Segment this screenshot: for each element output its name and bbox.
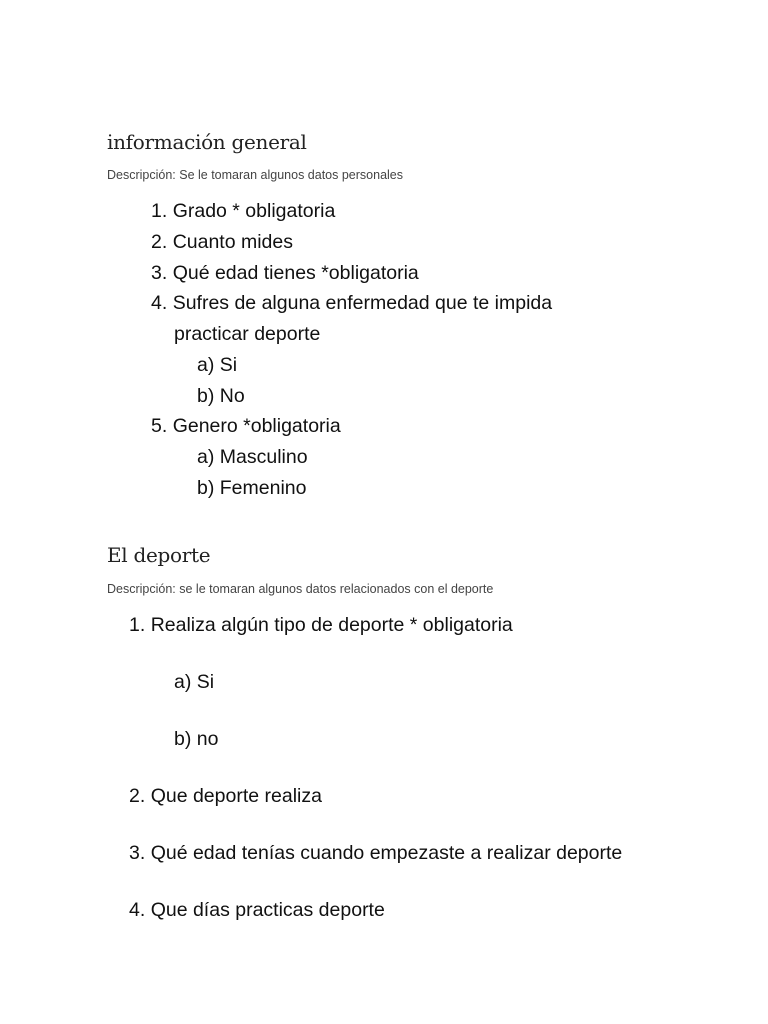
list-item	[151, 233, 293, 253]
item-text: Qué edad tienes *obligatoria	[172, 262, 419, 284]
item-text: Genero *obligatoria	[172, 415, 341, 437]
option-item	[197, 387, 245, 407]
item-number: 3.	[151, 262, 168, 284]
item-text: Sufres de alguna enfermedad que te impida	[172, 292, 553, 314]
list-item	[151, 294, 552, 314]
list-item	[129, 901, 385, 921]
list-item	[151, 417, 341, 437]
list-item	[129, 787, 322, 807]
section-title-el-deporte: El deporte	[107, 543, 211, 567]
list-item	[129, 844, 622, 864]
item-text: Cuanto mides	[172, 231, 294, 253]
option-letter: b)	[197, 385, 215, 407]
option-letter: b)	[174, 728, 192, 750]
item-text: Grado * obligatoria	[172, 200, 336, 222]
item-number: 2.	[129, 785, 146, 807]
option-item	[197, 448, 308, 468]
item-number: 2.	[151, 231, 168, 253]
option-letter: a)	[197, 446, 215, 468]
item-text: Realiza algún tipo de deporte * obligatoria	[150, 614, 513, 636]
item-text: Que días practicas deporte	[150, 899, 385, 921]
option-letter: a)	[197, 354, 215, 376]
option-item	[174, 730, 218, 750]
list-item-continuation: practicar deporte	[174, 323, 321, 345]
list-item	[129, 616, 513, 636]
option-text: Si	[219, 354, 238, 376]
option-letter: a)	[174, 671, 192, 693]
option-item	[197, 356, 237, 376]
option-text: Femenino	[219, 477, 307, 499]
option-text: Masculino	[219, 446, 308, 468]
section-description-el-deporte: Descripción: se le tomaran algunos datos relacionados con el deporte	[107, 582, 494, 596]
option-letter: b)	[197, 477, 215, 499]
list-item	[151, 202, 335, 222]
option-text: Si	[196, 671, 215, 693]
list-item	[151, 264, 419, 284]
item-number: 4.	[151, 292, 168, 314]
item-number: 1.	[129, 614, 146, 636]
option-item	[174, 673, 214, 693]
item-text: Qué edad tenías cuando empezaste a realizar deporte	[150, 842, 623, 864]
section-title-informacion-general: información general	[107, 130, 307, 154]
option-item	[197, 479, 306, 499]
item-number: 1.	[151, 200, 168, 222]
section-description-informacion-general: Descripción: Se le tomaran algunos datos personales	[107, 168, 404, 182]
item-number: 5.	[151, 415, 168, 437]
item-number: 4.	[129, 899, 146, 921]
option-text: no	[196, 728, 219, 750]
option-text: No	[219, 385, 245, 407]
item-number: 3.	[129, 842, 146, 864]
item-text: Que deporte realiza	[150, 785, 322, 807]
